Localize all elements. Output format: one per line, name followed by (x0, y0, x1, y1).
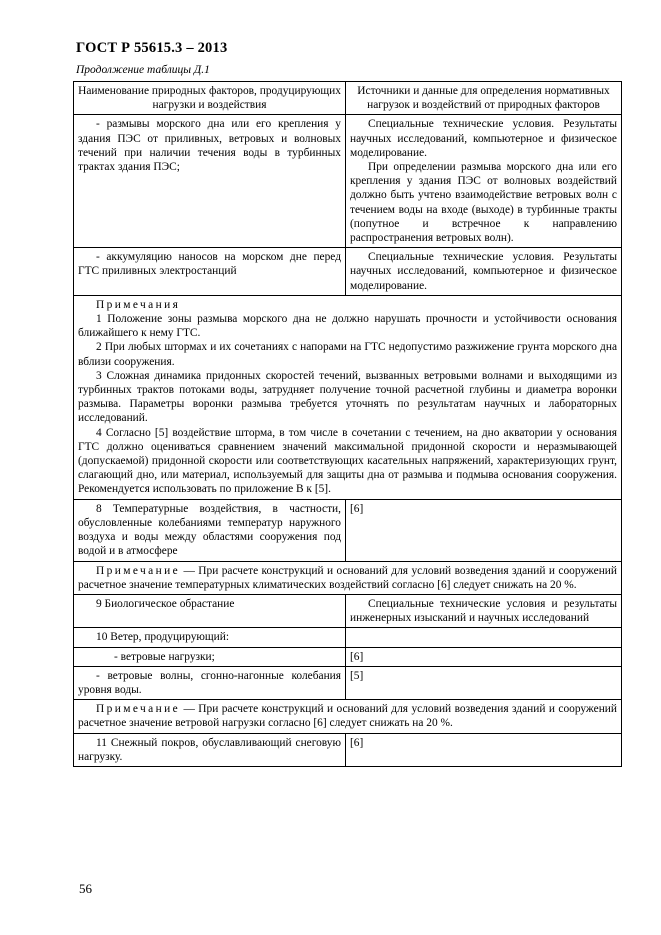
source-cell-empty (346, 628, 622, 647)
factors-table (73, 81, 622, 767)
table-row (74, 647, 622, 666)
notes-block (74, 295, 622, 499)
note-title: Примечание (96, 564, 181, 577)
table-row (74, 594, 622, 627)
notes-row (74, 700, 622, 733)
source-paragraph: При определении размыва морского дна или его крепления у здания ПЭС от волновых воздействий должно быть учтено взаимодействие ветровых волн с течением воды на входе (выходе) в турбинные тракты (попутное и встречное к направлению распространения ветровых волн). (350, 161, 617, 245)
note-item: 2 При любых штормах и их сочетаниях с напорами на ГТС недопустимо разжижение грунта морского дна вблизи сооружения. (78, 341, 617, 368)
note-block (74, 700, 622, 733)
note-text: — При расчете конструкций и оснований для условий возведения зданий и сооружений расчетное значение температурных климатических воздействий согласно [6] следует снижать на 20 %. (78, 564, 617, 591)
notes-title: Примечания (96, 298, 181, 311)
page-number: 56 (79, 881, 92, 896)
note-text: — При расчете конструкций и оснований для условий возведения зданий и сооружений расчетное значение ветровой нагрузки согласно [6] следует снижать на 20 %. (78, 703, 617, 730)
source-paragraph: Специальные технические условия. Результаты научных исследований, компьютерное и физическое моделирование. (350, 118, 617, 159)
source-cell: [6] (346, 647, 622, 666)
factor-cell: 11 Снежный покров, обуславливающий снеговую нагрузку. (74, 733, 346, 766)
factor-cell: - размывы морского дна или его крепления у здания ПЭС от приливных, ветровых и волновых течений при наличии течения воды в турбинных трактах здания ПЭС; (74, 115, 346, 248)
note-block (74, 561, 622, 594)
factor-cell: - аккумуляцию наносов на морском дне перед ГТС приливных электростанций (74, 248, 346, 296)
source-cell: [5] (346, 666, 622, 699)
table-continuation-caption: Продолжение таблицы Д.1 (76, 64, 210, 76)
table-header-row (74, 82, 622, 115)
note-item: 3 Сложная динамика придонных скоростей течений, вызванных ветровыми волнами и выходящими из турбинных трактов потоками воды, затрудняет получение точной расчетной глубины и диаметра воронки размыва. Параметры воронки размыва требуется уточнять по результатам научных и лабораторных исследований. (78, 369, 617, 425)
note-item: 4 Согласно [5] воздействие шторма, в том числе в сочетании с течением, на дно акватории у основания ГТС должно оцениваться сравнением значений максимальной придонной скорости и неразмывающей (допускаемой) придонной скорости или соответствующих касательных напряжений, характеризующих грунт, слагающий дно, или материал, используемый для защиты дна от размыва и подмыва основания сооружения. Рекомендуется использовать по приложение В к [5]. (78, 426, 617, 496)
table-row (74, 666, 622, 699)
factor-cell: 8 Температурные воздействия, в частности, обусловленные колебаниями температур наружного воздуха и воды между областями сооружения под водой и в атмосфере (74, 499, 346, 561)
table-row (74, 248, 622, 296)
notes-row (74, 295, 622, 499)
source-cell: [6] (346, 499, 622, 561)
table-row (74, 115, 622, 248)
source-cell: Специальные технические условия и результаты инженерных изысканий и научных исследований (346, 594, 622, 627)
factor-cell: - ветровые волны, сгонно-нагонные колебания уровня воды. (74, 666, 346, 699)
source-cell: [6] (346, 733, 622, 766)
factor-cell: - ветровые нагрузки; (74, 647, 346, 666)
notes-row (74, 561, 622, 594)
table-row (74, 733, 622, 766)
source-cell (346, 115, 622, 248)
column-header-sources: Источники и данные для определения нормативных нагрузок и воздействий от природных факторов (346, 82, 622, 115)
table-row (74, 499, 622, 561)
source-cell: Специальные технические условия. Результаты научных исследований, компьютерное и физическое моделирование. (346, 248, 622, 296)
note-title: Примечание (96, 703, 181, 716)
column-header-factors: Наименование природных факторов, продуцирующих нагрузки и воздействия (74, 82, 346, 115)
document-code: ГОСТ Р 55615.3 – 2013 (76, 40, 228, 56)
factor-cell: 9 Биологическое обрастание (74, 594, 346, 627)
factor-cell: 10 Ветер, продуцирующий: (74, 628, 346, 647)
table-row (74, 628, 622, 647)
note-item: 1 Положение зоны размыва морского дна не должно нарушать прочности и устойчивости основания ближайшего к нему ГТС. (78, 313, 617, 340)
